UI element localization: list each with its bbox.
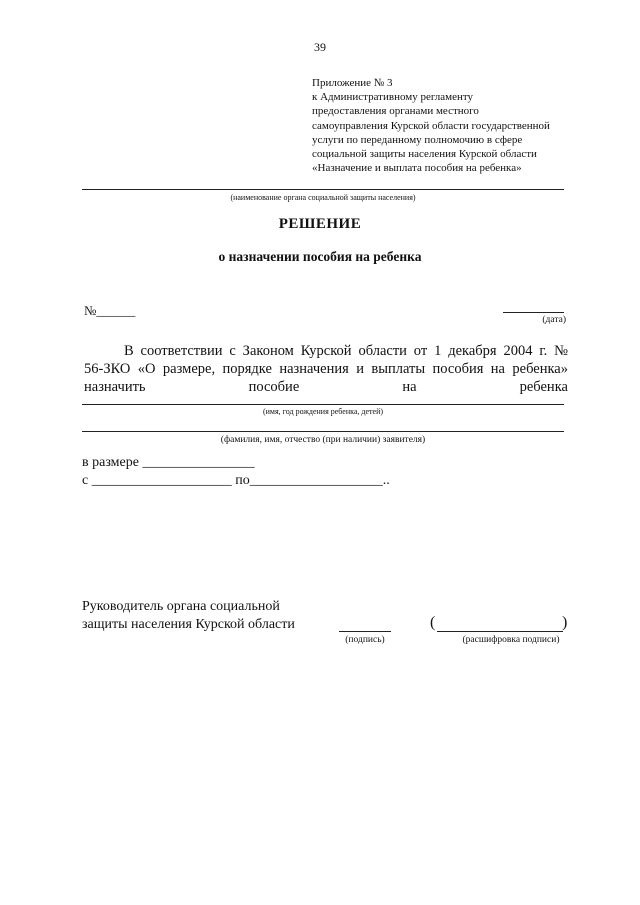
decoding-caption: (расшифровка подписи) (462, 635, 560, 645)
document-subtitle: о назначении пособия на ребенка (218, 249, 422, 264)
paragraph-line: 56-ЗКО «О размере, порядке назначения и выплаты пособия на ребенка» (84, 361, 568, 377)
signature-caption: (подпись) (345, 635, 385, 645)
appendix-line: социальной защиты населения Курской области (312, 148, 537, 161)
appendix-line: к Административному регламенту (312, 91, 474, 104)
date-line[interactable] (503, 312, 564, 313)
appendix-line: «Назначение и выплата пособия на ребенка» (312, 162, 522, 175)
appendix-line: самоуправления Курской области государственной (312, 119, 550, 132)
child-info-line[interactable] (82, 404, 564, 405)
child-info-caption: (имя, год рождения ребенка, детей) (262, 407, 384, 416)
paragraph-word: пособие (248, 379, 300, 395)
document-title: РЕШЕНИЕ (278, 216, 362, 232)
date-caption: (дата) (542, 315, 566, 325)
signer-line: Руководитель органа социальной (82, 599, 280, 614)
appendix-note (312, 76, 592, 175)
appendix-line: услуги по переданному полномочию в сфере (312, 133, 523, 146)
appendix-line: предоставления органами местного (312, 105, 479, 118)
paragraph-word: на (402, 379, 417, 395)
signature-line[interactable] (339, 631, 391, 632)
signer-title (82, 598, 295, 634)
applicant-caption: (фамилия, имя, отчество (при наличии) заявителя) (220, 435, 426, 445)
decision-paragraph (84, 342, 568, 396)
org-name-line[interactable] (82, 189, 564, 190)
decoding-line[interactable] (437, 631, 563, 632)
signer-line: защиты населения Курской области (82, 617, 295, 632)
decoding-paren-open: ( (430, 614, 436, 631)
paragraph-line: В соответствии с Законом Курской области от 1 декабря 2004 г. № (124, 343, 568, 359)
decision-number-field[interactable]: №______ (84, 303, 136, 318)
decoding-paren-close: ) (562, 614, 568, 631)
applicant-line[interactable] (82, 431, 564, 432)
page-number: 39 (314, 40, 326, 54)
paragraph-word: ребенка (519, 379, 568, 395)
appendix-line: Приложение № 3 (312, 77, 393, 89)
org-name-caption: (наименование органа социальной защиты населения) (230, 193, 416, 202)
paragraph-word: назначить (84, 379, 146, 395)
amount-field[interactable]: в размере ________________ (82, 455, 255, 470)
paragraph-line (84, 378, 568, 396)
period-field[interactable]: с ____________________ по___________________.. (82, 473, 390, 488)
